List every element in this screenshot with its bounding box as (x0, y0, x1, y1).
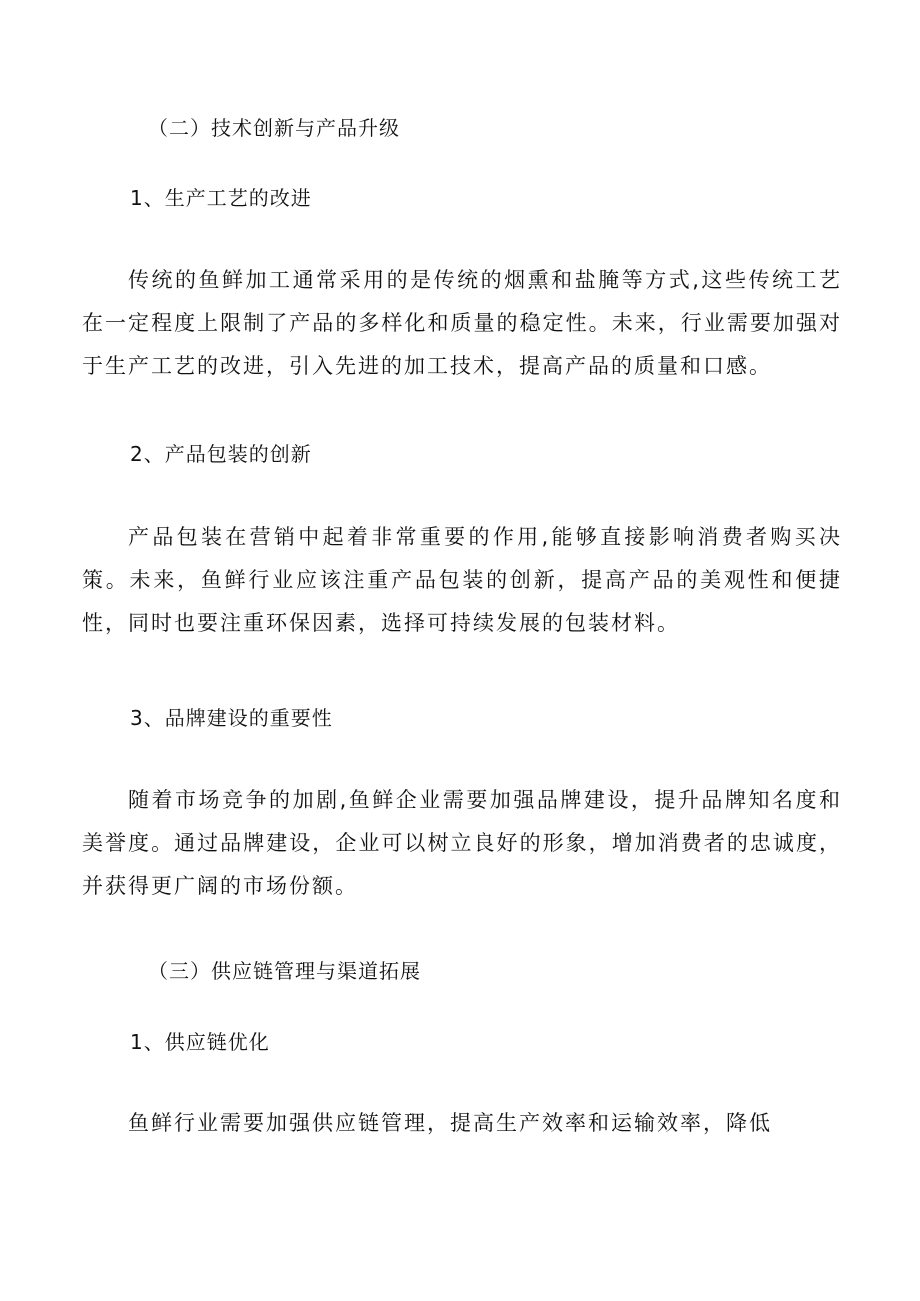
section-heading-2: （二）技术创新与产品升级 (148, 116, 400, 140)
subsection-heading-2-1: 1、生产工艺的改进 (130, 186, 312, 210)
paragraph-2-1: 传统的鱼鲜加工通常采用的是传统的烟熏和盐腌等方式,这些传统工艺在一定程度上限制了产品的多样化和质量的稳定性。未来，行业需要加强对于生产工艺的改进，引入先进的加工技术，提高产品的质量和口感。 (82, 268, 842, 378)
section-heading-3: （三）供应链管理与渠道拓展 (148, 959, 421, 983)
paragraph-2-2: 产品包装在营销中起着非常重要的作用,能够直接影响消费者购买决策。未来，鱼鲜行业应该注重产品包装的创新，提高产品的美观性和便捷性，同时也要注重环保因素，选择可持续发展的包装材料。 (82, 525, 842, 635)
paragraph-2-3: 随着市场竞争的加剧,鱼鲜企业需要加强品牌建设，提升品牌知名度和美誉度。通过品牌建设，企业可以树立良好的形象，增加消费者的忠诚度，并获得更广阔的市场份额。 (82, 788, 842, 898)
subsection-heading-2-3: 3、品牌建设的重要性 (130, 706, 333, 730)
paragraph-3-1: 鱼鲜行业需要加强供应链管理，提高生产效率和运输效率，降低 (128, 1111, 772, 1135)
subsection-heading-3-1: 1、供应链优化 (130, 1030, 270, 1054)
subsection-heading-2-2: 2、产品包装的创新 (130, 442, 312, 466)
